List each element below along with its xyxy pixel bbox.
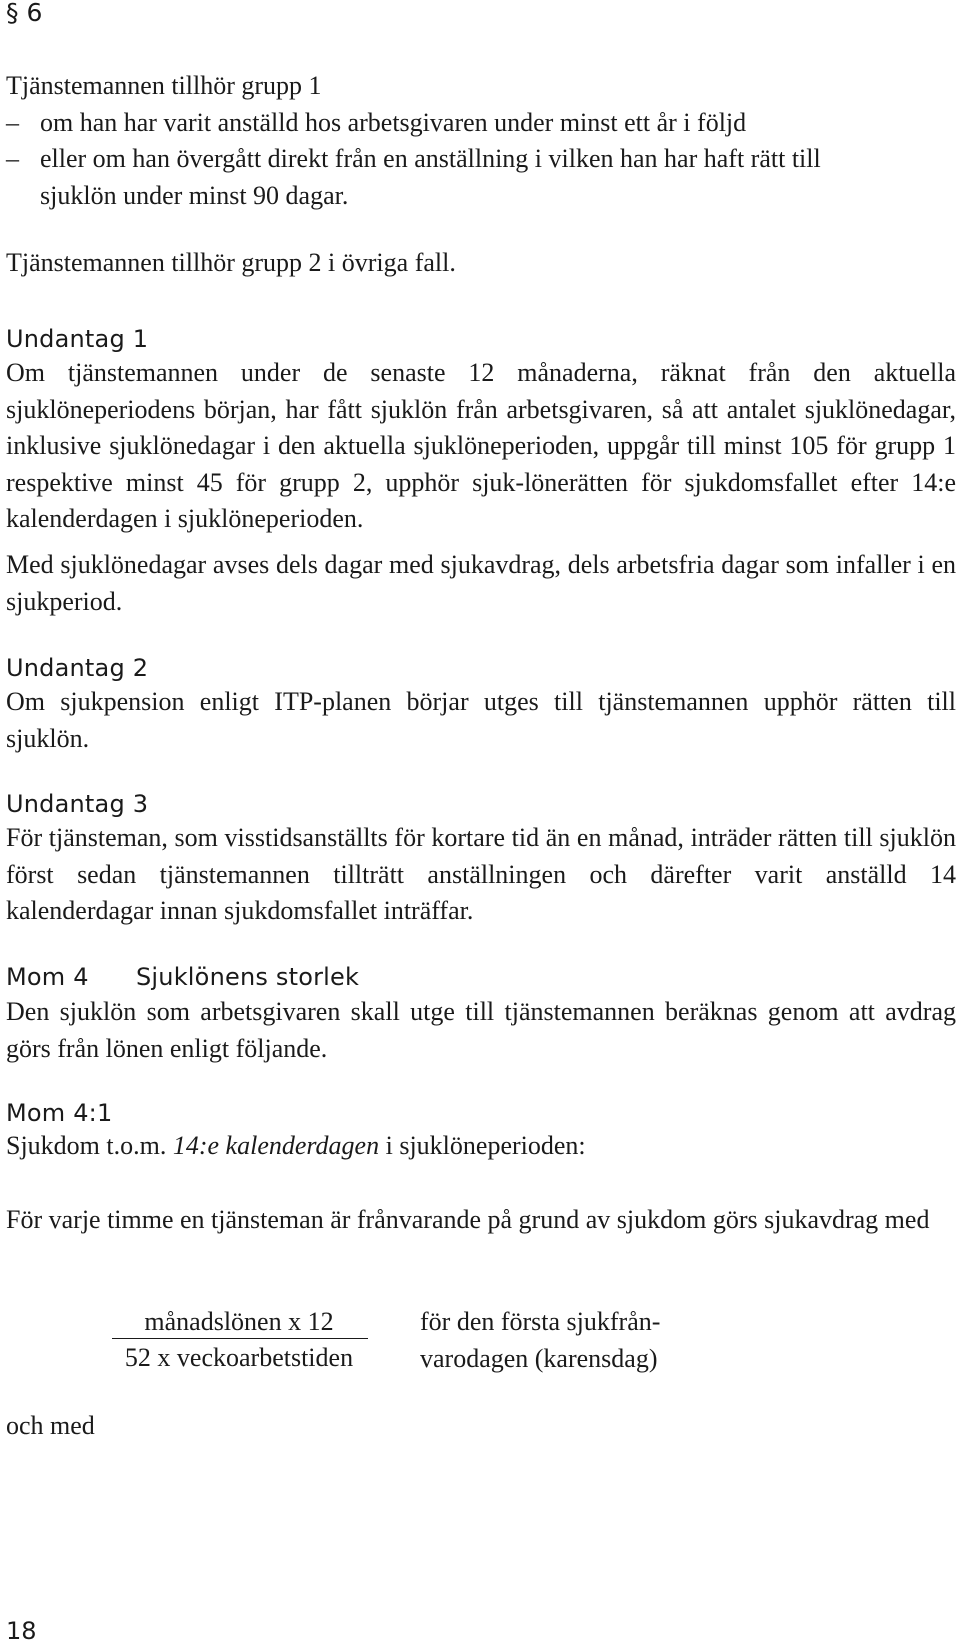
intro-paragraph bbox=[6, 68, 956, 214]
undantag-3-text: För tjänsteman, som visstidsanställts för kortare tid än en månad, inträder rätten till sjuklön först sedan tjänstemannen tillträtt anställningen och därefter varit anställd 14 kalenderdagar innan sjukdomsfallet inträffar. bbox=[6, 823, 956, 925]
page-number: 18 bbox=[6, 1617, 37, 1645]
group2-paragraph: Tjänstemannen tillhör grupp 2 i övriga fall. bbox=[6, 248, 456, 277]
mom-4-1-text-before: Sjukdom t.o.m. bbox=[6, 1131, 173, 1160]
mom-4-1-text bbox=[6, 1128, 956, 1165]
mom-4-text: Den sjuklön som arbetsgivaren skall utge till tjänstemannen beräknas genom att avdrag görs från lönen enligt följande. bbox=[6, 997, 956, 1063]
undantag-1-text: Om tjänstemannen under de senaste 12 månaderna, räknat från den aktuella sjuklöneperiodens början, har fått sjuklön från arbetsgivaren, så att antalet sjuklönedagar, inklusive sjuklönedagar i den aktuella sjuklöneperioden, uppgår till minst 105 för grupp 1 respektive minst 45 för grupp 2, upphör sjuk-lönerätten för sjukdomsfallet efter 14:e kalenderdagen i sjuklöneperioden. bbox=[6, 358, 956, 533]
intro-item-1 bbox=[6, 105, 956, 142]
mom-4-number: Mom 4 bbox=[6, 963, 89, 991]
formula-note-line-1: för den första sjukfrån- bbox=[420, 1307, 661, 1336]
document-page bbox=[6, 0, 956, 1652]
formula-note-line-2: varodagen (karensdag) bbox=[420, 1343, 658, 1373]
section-number: § 6 bbox=[6, 0, 43, 27]
dash-bullet: – bbox=[6, 107, 19, 137]
intro-item-2-text: eller om han övergått direkt från en anställning i vilken han har haft rätt till bbox=[40, 144, 821, 173]
och-med-text: och med bbox=[6, 1411, 95, 1440]
undantag-2-text: Om sjukpension enligt ITP-planen börjar utges till tjänstemannen upphör rätten till sjuklön. bbox=[6, 687, 956, 753]
fraction-line bbox=[112, 1338, 368, 1339]
formula-note bbox=[420, 1304, 820, 1377]
sjukavdrag-paragraph: För varje timme en tjänsteman är frånvarande på grund av sjukdom görs sjukavdrag med bbox=[6, 1205, 930, 1234]
mom-4-heading bbox=[6, 961, 359, 993]
intro-item-2 bbox=[6, 141, 956, 178]
dash-bullet: – bbox=[6, 144, 19, 173]
mom-4-1-text-italic: 14:e kalenderdagen bbox=[172, 1131, 380, 1160]
mom-4-1-text-after: i sjuklöneperioden: bbox=[379, 1131, 586, 1160]
undantag-2-heading: Undantag 2 bbox=[6, 654, 149, 682]
mom-4-1-heading: Mom 4:1 bbox=[6, 1099, 113, 1127]
undantag-1-definition: Med sjuklönedagar avses dels dagar med sjukavdrag, dels arbetsfria dagar som infaller i en sjukperiod. bbox=[6, 550, 956, 616]
undantag-1-heading: Undantag 1 bbox=[6, 325, 149, 353]
intro-item-1-text: om han har varit anställd hos arbetsgivaren under minst ett år i följd bbox=[40, 107, 747, 137]
formula-denominator: 52 x veckoarbetstiden bbox=[124, 1343, 354, 1372]
undantag-3-heading: Undantag 3 bbox=[6, 790, 149, 818]
formula-numerator: månadslönen x 12 bbox=[144, 1307, 334, 1336]
mom-4-title: Sjuklönens storlek bbox=[136, 963, 360, 991]
intro-item-2-continuation: sjuklön under minst 90 dagar. bbox=[40, 180, 349, 210]
intro-line: Tjänstemannen tillhör grupp 1 bbox=[6, 71, 322, 100]
